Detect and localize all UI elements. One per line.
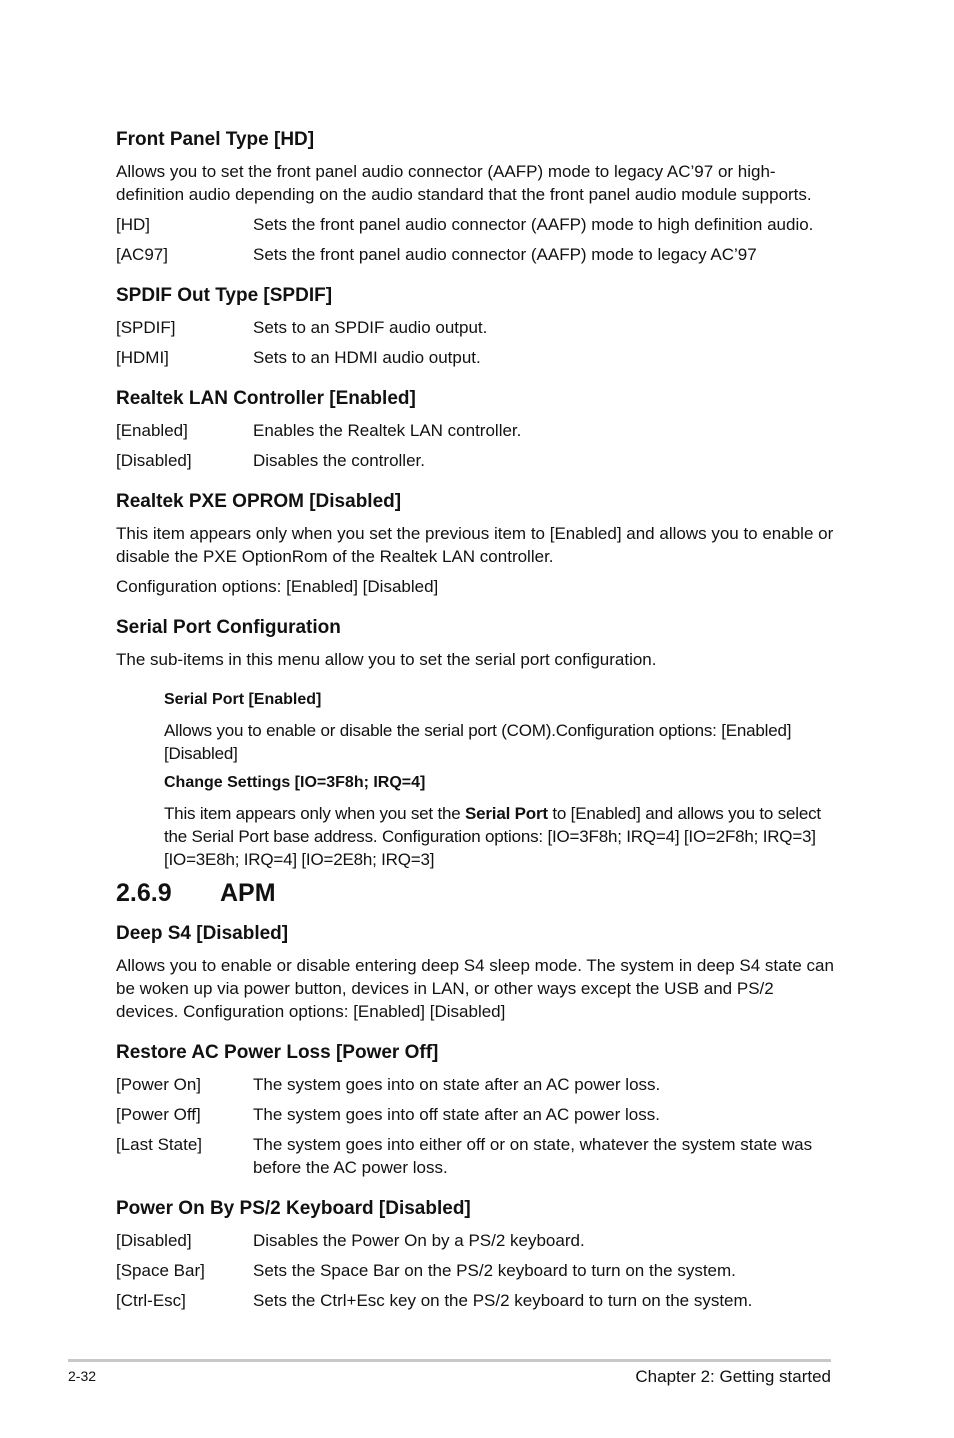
footer-chapter: Chapter 2: Getting started — [635, 1367, 831, 1386]
settings-group-apm — [116, 922, 836, 1312]
setting-section — [116, 1197, 836, 1312]
option-key: [SPDIF] — [116, 318, 176, 337]
setting-section — [116, 387, 836, 472]
change-settings-description — [164, 802, 836, 871]
serial-port-description: Allows you to enable or disable the serial port (COM).Configuration options: [Enabled] [Disabled] — [164, 721, 792, 763]
serial-port-bold: Serial Port — [465, 804, 548, 823]
chapter-title: APM — [220, 879, 276, 907]
option-description: The system goes into on state after an AC power loss. — [253, 1075, 661, 1094]
option-row — [116, 1259, 836, 1282]
option-description: Sets the Space Bar on the PS/2 keyboard to turn on the system. — [253, 1261, 736, 1280]
setting-section — [116, 490, 836, 598]
section-title: Realtek LAN Controller [Enabled] — [116, 388, 416, 409]
section-title: Serial Port Configuration — [116, 617, 341, 638]
option-description: Sets the Ctrl+Esc key on the PS/2 keyboard to turn on the system. — [253, 1291, 753, 1310]
option-description: Sets to an SPDIF audio output. — [253, 318, 488, 337]
option-row — [116, 316, 836, 339]
option-key: [Ctrl-Esc] — [116, 1291, 186, 1310]
option-description: Enables the Realtek LAN controller. — [253, 421, 522, 440]
option-row — [116, 1289, 836, 1312]
section-paragraph: Allows you to set the front panel audio connector (AAFP) mode to legacy AC’97 or high-definition audio depending on the audio standard that the front panel audio module supports. — [116, 162, 812, 204]
option-row — [116, 243, 836, 266]
section-paragraph: The sub-items in this menu allow you to set the serial port configuration. — [116, 650, 657, 669]
section-title: Front Panel Type [HD] — [116, 129, 315, 150]
section-title: SPDIF Out Type [SPDIF] — [116, 285, 333, 306]
section-title: Realtek PXE OPROM [Disabled] — [116, 491, 402, 512]
serial-subitems — [164, 689, 836, 871]
change-settings-text-post: to [Enabled] and allows you to select the Serial Port base address. Configuration options: [IO=3F8h; IRQ=4] [IO=2F8h; IRQ=3] [IO=3E8h; IRQ=4] [IO=2E8h; IRQ=3] — [164, 804, 821, 869]
page-content — [116, 128, 836, 1330]
option-key: [AC97] — [116, 245, 168, 264]
page-number: 2-32 — [68, 1368, 97, 1384]
section-title: Restore AC Power Loss [Power Off] — [116, 1042, 439, 1063]
option-description: Disables the Power On by a PS/2 keyboard. — [253, 1231, 585, 1250]
serial-port-title: Serial Port [Enabled] — [164, 691, 322, 708]
option-key: [HD] — [116, 215, 150, 234]
settings-group-chipset — [116, 128, 836, 671]
section-paragraph: This item appears only when you set the previous item to [Enabled] and allows you to enable or disable the PXE OptionRom of the Realtek LAN controller. — [116, 524, 834, 566]
section-title: Deep S4 [Disabled] — [116, 923, 289, 944]
option-row — [116, 213, 836, 236]
option-description: Sets to an HDMI audio output. — [253, 348, 481, 367]
section-title: Power On By PS/2 Keyboard [Disabled] — [116, 1198, 471, 1219]
option-description: The system goes into off state after an AC power loss. — [253, 1105, 660, 1124]
setting-section — [116, 616, 836, 671]
option-key: [Power Off] — [116, 1105, 201, 1124]
change-settings-title: Change Settings [IO=3F8h; IRQ=4] — [164, 774, 426, 791]
option-row — [116, 1103, 836, 1126]
change-settings-text-pre: This item appears only when you set the — [164, 804, 465, 823]
option-row — [116, 449, 836, 472]
chapter-heading — [116, 878, 836, 908]
option-row — [116, 1229, 836, 1252]
option-key: [Disabled] — [116, 1231, 192, 1250]
option-key: [HDMI] — [116, 348, 169, 367]
footer-divider — [68, 1359, 831, 1362]
option-key: [Disabled] — [116, 451, 192, 470]
option-description: The system goes into either off or on state, whatever the system state was before the AC power loss. — [253, 1135, 813, 1177]
option-description: Sets the front panel audio connector (AAFP) mode to high definition audio. — [253, 215, 814, 234]
option-row — [116, 1073, 836, 1096]
option-row — [116, 419, 836, 442]
setting-section — [116, 284, 836, 369]
option-description: Disables the controller. — [253, 451, 425, 470]
section-paragraph: Allows you to enable or disable entering deep S4 sleep mode. The system in deep S4 state can be woken up via power button, devices in LAN, or other ways except the USB and PS/2 devices. Configuration options: [Enabled] [Disabled] — [116, 956, 834, 1021]
option-key: [Enabled] — [116, 421, 188, 440]
setting-section — [116, 922, 836, 1023]
chapter-number: 2.6.9 — [116, 879, 172, 907]
option-key: [Power On] — [116, 1075, 202, 1094]
option-key: [Space Bar] — [116, 1261, 205, 1280]
option-description: Sets the front panel audio connector (AAFP) mode to legacy AC’97 — [253, 245, 757, 264]
option-row — [116, 1133, 836, 1179]
setting-section — [116, 128, 836, 266]
option-row — [116, 346, 836, 369]
section-paragraph: Configuration options: [Enabled] [Disabled] — [116, 577, 439, 596]
option-key: [Last State] — [116, 1135, 202, 1154]
setting-section — [116, 1041, 836, 1179]
